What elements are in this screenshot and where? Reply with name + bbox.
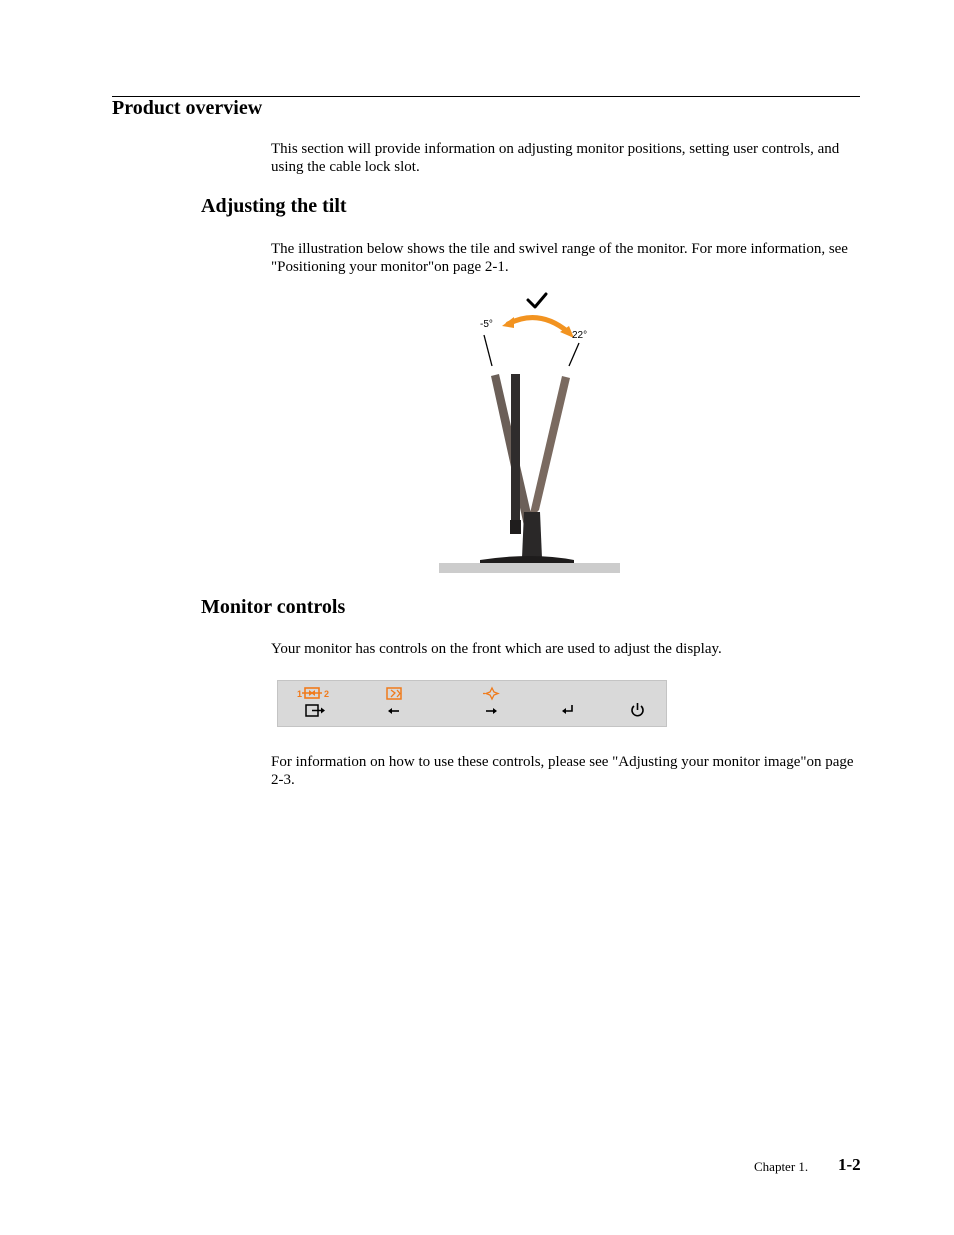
- input-icon: [306, 705, 325, 716]
- monitor-panel-upright: [511, 374, 520, 534]
- controls-body: Your monitor has controls on the front which are used to adjust the display.: [271, 641, 722, 657]
- control-panel-icons: [278, 681, 668, 728]
- tilt-body: The illustration below shows the tile and swivel range of the monitor. For more information, see "Positioning your monitor"on page 2-1.: [271, 241, 848, 275]
- right-arrow-icon: [486, 708, 497, 714]
- arc-arrow-head-left: [502, 317, 514, 328]
- angle-right-label: 22°: [572, 330, 588, 341]
- leader-line-left: [484, 335, 492, 366]
- svg-text:1: 1: [297, 689, 303, 699]
- section-intro: This section will provide information on adjusting monitor positions, setting user controls, and using the cable lock slot.: [271, 141, 840, 175]
- power-icon: [632, 703, 643, 716]
- angle-left-label: -5°: [480, 319, 493, 330]
- leader-line-right: [569, 343, 579, 366]
- control-panel: [277, 680, 667, 727]
- check-icon: [528, 294, 546, 307]
- svg-text:2: 2: [324, 689, 330, 699]
- input-switch-icon: [297, 688, 329, 699]
- footer-chapter: Chapter 1.: [754, 1159, 809, 1174]
- footer-page-number: 1-2: [838, 1155, 861, 1174]
- monitor-panel-tilt-forward: [528, 376, 570, 522]
- tilt-arc-arrow: [508, 318, 568, 332]
- left-arrow-icon: [388, 708, 399, 714]
- enter-icon: [562, 705, 572, 714]
- brightness-icon: [483, 688, 498, 699]
- controls-heading: Monitor controls: [201, 596, 346, 618]
- screen-ratio-icon: [387, 688, 401, 699]
- monitor-stand-neck: [522, 512, 542, 558]
- monitor-stand-base: [480, 556, 574, 564]
- tilt-heading: Adjusting the tilt: [201, 195, 347, 217]
- controls-note: For information on how to use these controls, please see "Adjusting your monitor image"on page 2-3.: [271, 754, 854, 788]
- tilt-illustration: [436, 290, 624, 576]
- desk-surface: [439, 563, 620, 573]
- section-title: Product overview: [112, 97, 263, 119]
